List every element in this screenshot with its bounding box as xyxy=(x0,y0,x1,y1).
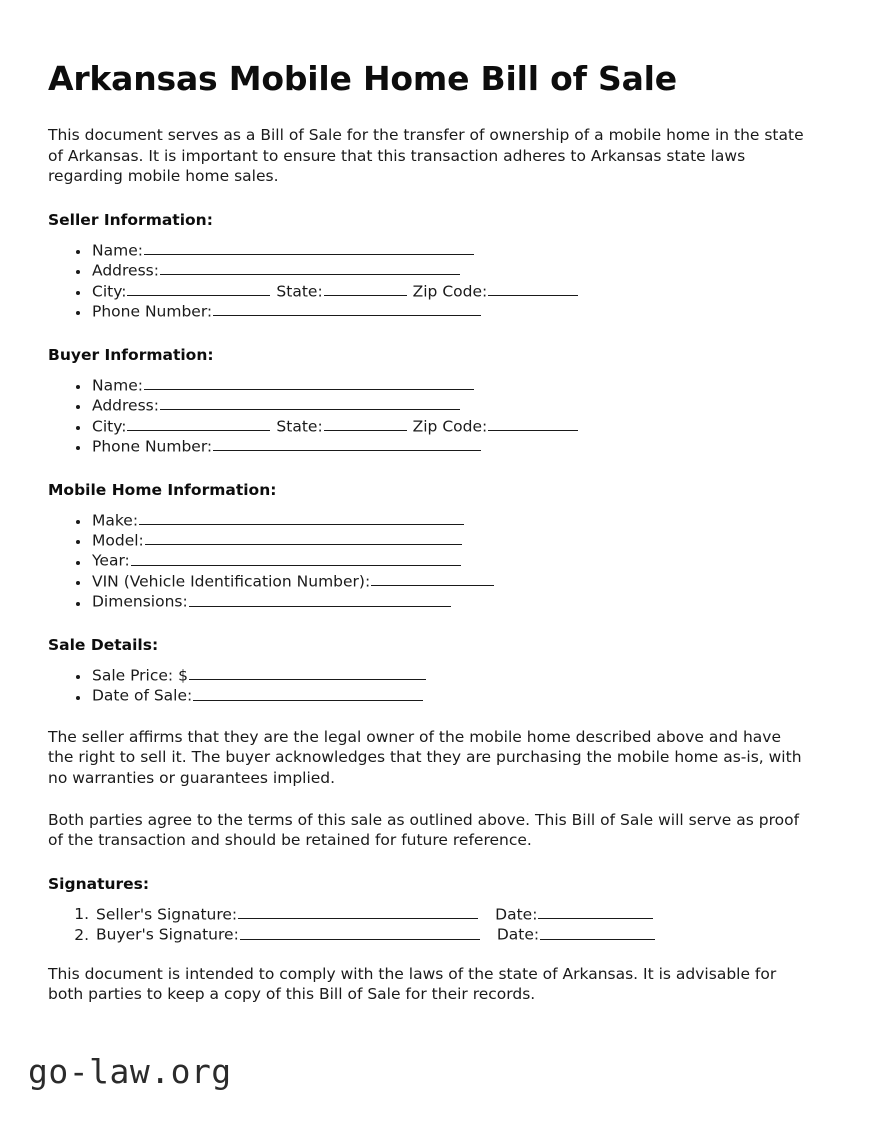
date-of-sale-label: Date of Sale: xyxy=(92,686,193,705)
date-of-sale-input[interactable] xyxy=(193,685,423,700)
seller-field-list xyxy=(48,240,807,322)
buyer-date-input[interactable] xyxy=(540,924,655,939)
affirmation-paragraph: The seller affirms that they are the legal owner of the mobile home described above and have the right to sell it. The buyer acknowledges that they are purchasing the mobile home as-is, with no warranties or guarantees implied. xyxy=(48,727,802,788)
seller-name-label: Name: xyxy=(92,241,143,260)
seller-information-heading: Seller Information: xyxy=(48,210,213,229)
seller-city-state-zip-row xyxy=(90,281,807,301)
dimensions-label: Dimensions: xyxy=(92,592,188,611)
seller-date-input[interactable] xyxy=(538,904,653,919)
seller-address-row xyxy=(90,260,807,280)
vin-row xyxy=(90,571,807,591)
buyer-name-input[interactable] xyxy=(144,375,474,390)
seller-phone-row xyxy=(90,301,807,321)
signatures-heading: Signatures: xyxy=(48,874,150,893)
seller-city-input[interactable] xyxy=(127,281,270,296)
seller-address-input[interactable] xyxy=(160,260,460,275)
model-label: Model: xyxy=(92,531,144,550)
seller-state-input[interactable] xyxy=(324,281,407,296)
date-of-sale-row xyxy=(90,685,807,705)
dimensions-row xyxy=(90,591,807,611)
buyer-field-list xyxy=(48,375,807,457)
seller-state-label: State: xyxy=(276,281,323,300)
seller-name-input[interactable] xyxy=(144,240,474,255)
buyer-date-label: Date: xyxy=(496,925,540,944)
seller-city-label: City: xyxy=(92,281,127,300)
year-input[interactable] xyxy=(131,550,461,565)
buyer-signature-input[interactable] xyxy=(240,924,480,939)
make-input[interactable] xyxy=(139,510,464,525)
buyer-city-state-zip-row xyxy=(90,416,807,436)
year-label: Year: xyxy=(92,551,130,570)
make-label: Make: xyxy=(92,510,139,529)
seller-signature-input[interactable] xyxy=(238,904,478,919)
make-row xyxy=(90,510,807,530)
page-title: Arkansas Mobile Home Bill of Sale xyxy=(48,59,677,98)
buyer-information-heading: Buyer Information: xyxy=(48,345,214,364)
buyer-city-input[interactable] xyxy=(127,416,270,431)
sale-price-label: Sale Price: $ xyxy=(92,666,188,685)
buyer-name-label: Name: xyxy=(92,375,143,394)
dimensions-input[interactable] xyxy=(189,591,451,606)
buyer-zip-input[interactable] xyxy=(488,416,578,431)
model-row xyxy=(90,530,807,550)
closing-paragraph: This document is intended to comply with the laws of the state of Arkansas. It is advisable for both parties to keep a copy of this Bill of Sale for their records. xyxy=(48,964,777,1004)
buyer-name-row xyxy=(90,375,807,395)
buyer-city-label: City: xyxy=(92,416,127,435)
model-input[interactable] xyxy=(145,530,462,545)
seller-phone-label: Phone Number: xyxy=(92,302,213,321)
sale-price-row xyxy=(90,665,807,685)
sale-price-input[interactable] xyxy=(189,665,426,680)
year-row xyxy=(90,550,807,570)
seller-signature-row xyxy=(94,904,807,924)
site-watermark: go-law.org xyxy=(28,1052,232,1091)
buyer-address-input[interactable] xyxy=(160,395,460,410)
intro-paragraph: This document serves as a Bill of Sale for the transfer of ownership of a mobile home in the state of Arkansas. It is important to ensure that this transaction adheres to Arkansas state laws regarding mobile home sales. xyxy=(48,125,804,186)
buyer-zip-label: Zip Code: xyxy=(412,416,488,435)
mobile-home-field-list xyxy=(48,510,807,612)
buyer-signature-row xyxy=(94,924,807,944)
agreement-paragraph: Both parties agree to the terms of this sale as outlined above. This Bill of Sale will serve as proof of the transaction and should be retained for future reference. xyxy=(48,810,800,850)
vin-label: VIN (Vehicle Identification Number): xyxy=(92,572,371,591)
vin-input[interactable] xyxy=(371,571,494,586)
seller-signature-label: Seller's Signature: xyxy=(96,905,238,924)
seller-zip-input[interactable] xyxy=(488,281,578,296)
seller-name-row xyxy=(90,240,807,260)
buyer-address-label: Address: xyxy=(92,396,159,415)
sale-details-field-list xyxy=(48,665,807,706)
buyer-state-input[interactable] xyxy=(324,416,407,431)
mobile-home-information-heading: Mobile Home Information: xyxy=(48,480,277,499)
seller-zip-label: Zip Code: xyxy=(412,281,488,300)
buyer-phone-label: Phone Number: xyxy=(92,437,213,456)
buyer-address-row xyxy=(90,395,807,415)
sale-details-heading: Sale Details: xyxy=(48,635,159,654)
buyer-phone-row xyxy=(90,436,807,456)
seller-phone-input[interactable] xyxy=(213,301,481,316)
signatures-list xyxy=(48,904,807,945)
buyer-signature-label: Buyer's Signature: xyxy=(96,925,239,944)
buyer-state-label: State: xyxy=(276,416,323,435)
seller-date-label: Date: xyxy=(495,905,538,924)
seller-address-label: Address: xyxy=(92,261,159,280)
buyer-phone-input[interactable] xyxy=(213,436,481,451)
